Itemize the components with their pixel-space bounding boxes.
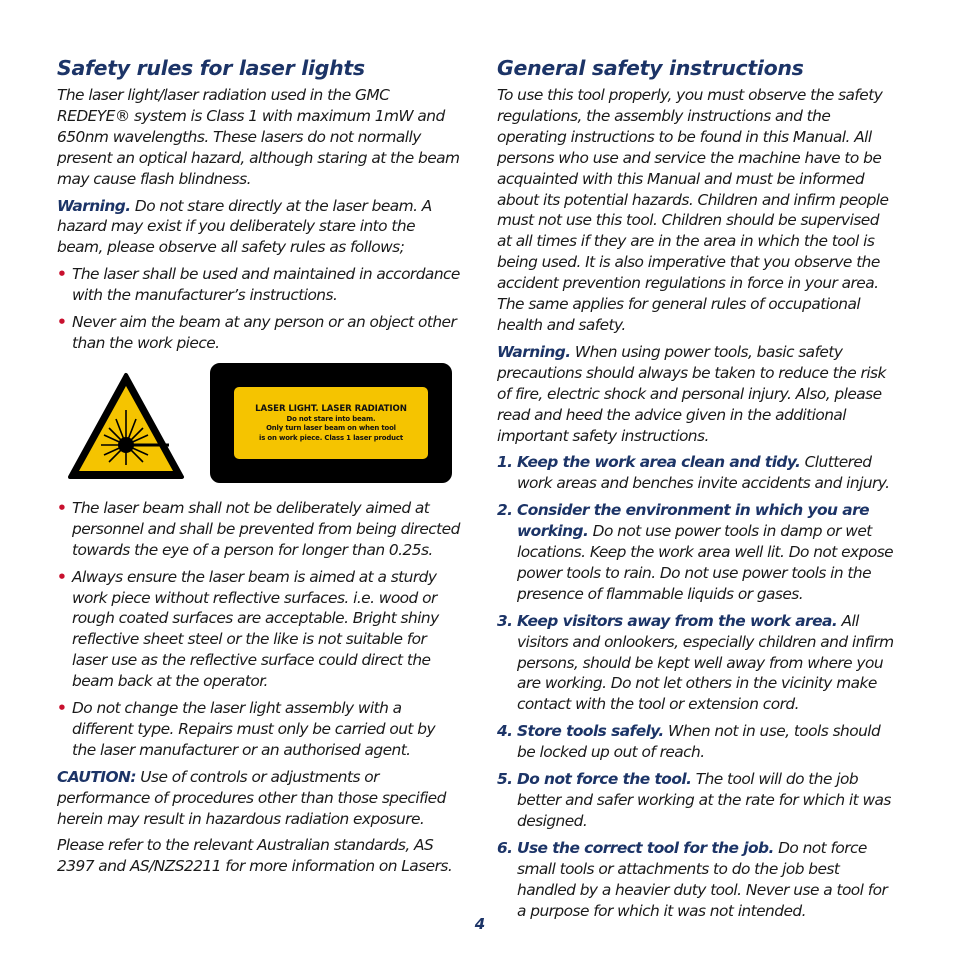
laser-radiation-label: [210, 363, 452, 483]
bullet-item: [57, 498, 462, 561]
numbered-item: [497, 452, 897, 494]
warning-text: When using power tools, basic safety precautions should always be taken to reduce the risk of fire, electric shock and personal injury. Also, please read and heed the advice given in the additional important safety instructions.: [497, 342, 886, 445]
bullet-text: Always ensure the laser beam is aimed at a sturdy work piece without reflective surfaces. i.e. wood or rough coated surfaces are acceptable. Bright shiny reflective sheet steel or the like is not suitable for laser use as the reflective surface could direct the beam back at the operator.: [72, 567, 439, 691]
item-text: Cluttered work areas and benches invite accidents and injury.: [517, 453, 890, 493]
item-text: Do not use power tools in damp or wet locations. Keep the work area well lit. Do not expose power tools to rain. Do not use power tools in the presence of flammable liquids or gases.: [517, 522, 894, 603]
item-number: 4.: [497, 722, 513, 741]
laser-label-title: LASER LIGHT. LASER RADIATION: [255, 403, 407, 414]
item-heading: Store tools safely.: [517, 722, 664, 741]
bullet-text: Never aim the beam at any person or an object other than the work piece.: [72, 313, 457, 352]
bullet-text: The laser shall be used and maintained in accordance with the manufacturer’s instructions.: [72, 265, 460, 305]
laser-warning: [57, 196, 462, 259]
item-heading: Use the correct tool for the job.: [517, 838, 774, 857]
item-heading: Keep the work area clean and tidy.: [517, 453, 801, 472]
item-number: 3.: [497, 611, 513, 630]
laser-label-line: Do not stare into beam.: [286, 414, 376, 423]
laser-label-panel: [234, 387, 428, 459]
left-column: [57, 54, 462, 883]
laser-hazard-icon: [67, 372, 185, 482]
page-number: 4: [474, 915, 486, 933]
bullet-dot: •: [57, 498, 67, 517]
numbered-item: [497, 611, 897, 716]
warning-label: Warning.: [497, 342, 571, 361]
bullet-dot: •: [57, 567, 67, 586]
caution-paragraph: [57, 767, 462, 830]
item-number: 5.: [497, 770, 513, 789]
numbered-item: [497, 500, 897, 605]
laser-label-line: Only turn laser beam on when tool: [266, 424, 396, 433]
bullet-text: The laser beam shall not be deliberately aimed at personnel and shall be prevented from being directed towards the eye of a person for longer than 0.25s.: [72, 498, 460, 559]
item-text: When not in use, tools should be locked up out of reach.: [517, 722, 881, 762]
warning-label: Warning.: [57, 196, 131, 215]
laser-label-line: is on work piece. Class 1 laser product: [258, 433, 403, 442]
caution-label: CAUTION:: [57, 767, 136, 786]
laser-warning-figures: [57, 362, 462, 488]
item-heading: Do not force the tool.: [517, 770, 692, 789]
item-text: Do not force small tools or attachments to do the job best handled by a heavier duty tool. Never use a tool for a purpose for which it was not intended.: [517, 838, 888, 920]
bullet-item: [57, 264, 462, 306]
general-intro: To use this tool properly, you must observe the safety regulations, the assembly instructions and the operating instructions to be found in this Manual. All persons who use and service the machine have to be acquainted with this Manual and must be informed about its potential hazards. Children and infirm people must not use this tool. Children should be supervised at all times if they are in the area in which the tool is being used. It is also imperative that you observe the accident prevention regulations in force in your area. The same applies for general rules of occupational health and safety.: [497, 86, 889, 334]
bullet-dot: •: [57, 265, 67, 284]
item-number: 2.: [497, 501, 513, 520]
caution-text: Use of controls or adjustments or performance of procedures other than those specified herein may result in hazardous radiation exposure.: [57, 767, 446, 828]
warning-text: Do not stare directly at the laser beam. A hazard may exist if you deliberately stare into the beam, please observe all safety rules as follows;: [57, 196, 432, 257]
item-heading: Keep visitors away from the work area.: [517, 611, 838, 630]
bullet-dot: •: [57, 699, 67, 718]
item-text: The tool will do the job better and safer working at the rate for which it was designed.: [517, 770, 891, 830]
numbered-item: [497, 721, 897, 763]
bullet-item: [57, 312, 462, 354]
item-number: 6.: [497, 838, 513, 857]
laser-intro: The laser light/laser radiation used in the GMC REDEYE® system is Class 1 with maximum 1mW and 650nm wavelengths. These lasers do not normally present an optical hazard, although staring at the beam may cause flash blindness.: [57, 86, 460, 188]
standards-paragraph: Please refer to the relevant Australian standards, AS 2397 and AS/NZS2211 for more information on Lasers.: [57, 836, 453, 876]
bullet-dot: •: [57, 313, 67, 332]
laser-safety-heading: Safety rules for laser lights: [57, 56, 365, 80]
general-warning: [497, 342, 897, 447]
right-column: [497, 54, 897, 927]
bullet-item: [57, 567, 462, 692]
item-heading: Consider the environment in which you are working.: [517, 501, 870, 541]
numbered-item: [497, 769, 897, 832]
item-text: All visitors and onlookers, especially children and infirm persons, should be kept well away from where you are working. Do not let others in the vicinity make contact with the tool or extension cord.: [517, 611, 894, 714]
bullet-text: Do not change the laser light assembly with a different type. Repairs must only be carried out by the laser manufacturer or an authorised agent.: [72, 699, 436, 759]
bullet-item: [57, 698, 462, 761]
general-safety-heading: General safety instructions: [497, 56, 804, 80]
numbered-item: [497, 838, 897, 922]
item-number: 1.: [497, 453, 513, 472]
